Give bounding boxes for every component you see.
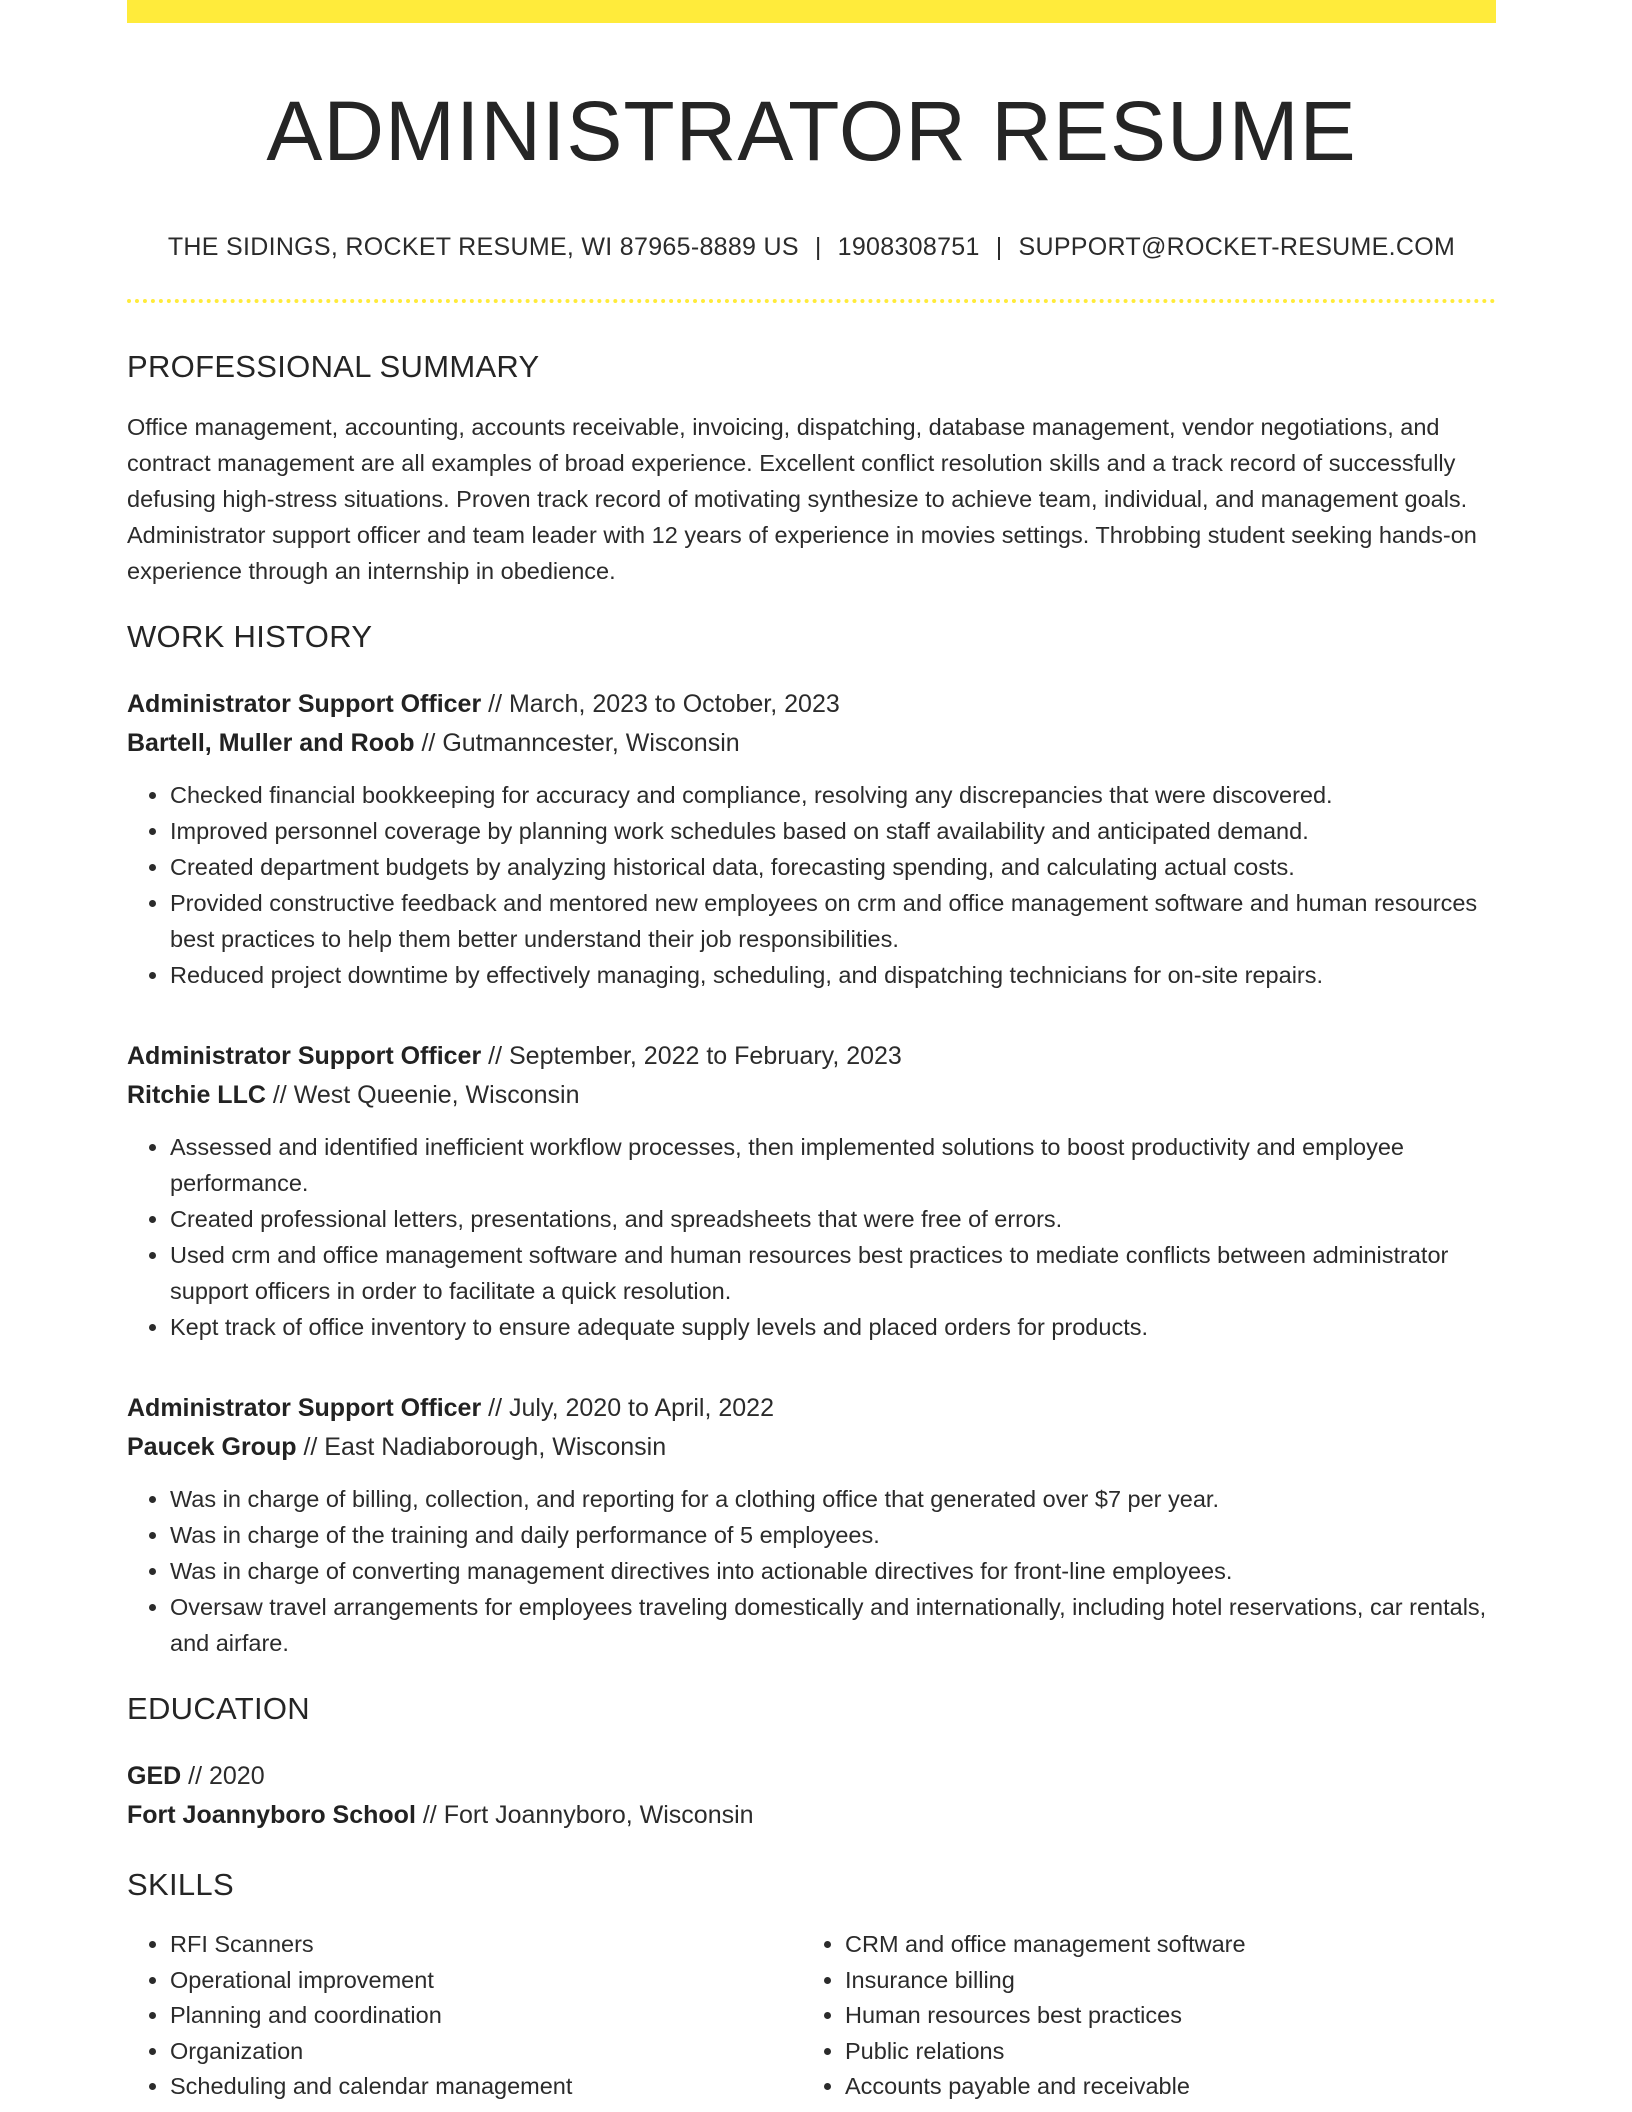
job-bullet: • Was in charge of billing, collection, and reporting for a clothing office that generated over $7 per year. bbox=[170, 1481, 1496, 1517]
education-separator: // bbox=[415, 1801, 444, 1830]
skill-item: • Scheduling and calendar management bbox=[170, 2069, 802, 2105]
job-company: Ritchie LLC bbox=[127, 1081, 266, 1110]
job-entry bbox=[127, 1389, 1496, 1661]
skill-item: • CRM and office management software bbox=[845, 1927, 1485, 1963]
job-company: Bartell, Muller and Roob bbox=[127, 729, 415, 758]
job-bullet: • Used crm and office management software and human resources best practices to mediate conflicts between administrator support officers in order to facilitate a quick resolution. bbox=[170, 1237, 1496, 1309]
job-entry bbox=[127, 685, 1496, 993]
contact-separator: | bbox=[814, 233, 822, 262]
job-bullet: • Was in charge of converting management directives into actionable directives for front-line employees. bbox=[170, 1553, 1496, 1589]
top-accent-bar bbox=[127, 0, 1496, 23]
job-bullet: • Oversaw travel arrangements for employees traveling domestically and internationally, including hotel reservations, car rentals, and airfare. bbox=[170, 1589, 1496, 1661]
job-bullet: • Kept track of office inventory to ensure adequate supply levels and placed orders for products. bbox=[170, 1309, 1496, 1345]
skill-item: • Accounts payable and receivable bbox=[845, 2069, 1485, 2105]
job-company-line bbox=[127, 1076, 1496, 1115]
job-bullet: • Improved personnel coverage by planning work schedules based on staff availability and anticipated demand. bbox=[170, 813, 1496, 849]
resume-page bbox=[127, 0, 1496, 2105]
education-location: Fort Joannyboro, Wisconsin bbox=[443, 1801, 754, 1830]
education-heading: EDUCATION bbox=[127, 1691, 310, 1727]
job-bullet: • Reduced project downtime by effectively managing, scheduling, and dispatching technicians for on-site repairs. bbox=[170, 957, 1496, 993]
education-degree-line bbox=[127, 1757, 1496, 1796]
job-bullets bbox=[127, 777, 1496, 993]
job-role-line bbox=[127, 685, 1496, 724]
job-separator: // bbox=[481, 1042, 509, 1071]
work-history-list bbox=[127, 685, 1496, 1661]
skills-column-right bbox=[802, 1927, 1485, 2105]
job-separator: // bbox=[296, 1433, 325, 1462]
skill-item: • Planning and coordination bbox=[170, 1998, 802, 2034]
contact-address: THE SIDINGS, ROCKET RESUME, WI 87965-8889 US bbox=[167, 233, 799, 262]
job-dates: March, 2023 to October, 2023 bbox=[508, 690, 840, 719]
education-year: 2020 bbox=[208, 1762, 265, 1791]
job-separator: // bbox=[265, 1081, 294, 1110]
job-bullet: • Provided constructive feedback and mentored new employees on crm and office management software and human resources best practices to help them better understand their job responsibilities. bbox=[170, 885, 1496, 957]
job-role: Administrator Support Officer bbox=[127, 690, 482, 719]
skill-item: • Public relations bbox=[845, 2034, 1485, 2070]
education-entry bbox=[127, 1757, 1496, 1835]
job-location: East Nadiaborough, Wisconsin bbox=[324, 1433, 667, 1462]
job-location: Gutmanncester, Wisconsin bbox=[442, 729, 740, 758]
job-separator: // bbox=[481, 1394, 509, 1423]
job-dates: September, 2022 to February, 2023 bbox=[508, 1042, 902, 1071]
contact-phone[interactable]: 1908308751 bbox=[837, 233, 980, 262]
job-entry bbox=[127, 1037, 1496, 1345]
education-school-line bbox=[127, 1796, 1496, 1835]
job-separator: // bbox=[414, 729, 443, 758]
job-bullet: • Created professional letters, presentations, and spreadsheets that were free of errors. bbox=[170, 1201, 1496, 1237]
skills-heading: SKILLS bbox=[127, 1867, 234, 1903]
job-role-line bbox=[127, 1389, 1496, 1428]
skill-item: • RFI Scanners bbox=[170, 1927, 802, 1963]
education-school: Fort Joannyboro School bbox=[127, 1801, 416, 1830]
job-bullet: • Assessed and identified inefficient workflow processes, then implemented solutions to boost productivity and employee performance. bbox=[170, 1129, 1496, 1201]
job-location: West Queenie, Wisconsin bbox=[293, 1081, 580, 1110]
job-bullet: • Checked financial bookkeeping for accuracy and compliance, resolving any discrepancies that were discovered. bbox=[170, 777, 1496, 813]
resume-title: ADMINISTRATOR RESUME bbox=[266, 84, 1357, 178]
skills-list bbox=[127, 1927, 1496, 2105]
skills-column-left bbox=[127, 1927, 802, 2105]
job-dates: July, 2020 to April, 2022 bbox=[508, 1394, 774, 1423]
skill-item: • Human resources best practices bbox=[845, 1998, 1485, 2034]
job-separator: // bbox=[481, 690, 509, 719]
contact-separator: | bbox=[995, 233, 1003, 262]
job-company-line bbox=[127, 1428, 1496, 1467]
job-role-line bbox=[127, 1037, 1496, 1076]
job-bullets bbox=[127, 1481, 1496, 1661]
skill-item: • Organization bbox=[170, 2034, 802, 2070]
job-role: Administrator Support Officer bbox=[127, 1042, 482, 1071]
skill-item: • Operational improvement bbox=[170, 1963, 802, 1999]
job-company: Paucek Group bbox=[127, 1433, 297, 1462]
job-company-line bbox=[127, 724, 1496, 763]
job-bullet: • Was in charge of the training and daily performance of 5 employees. bbox=[170, 1517, 1496, 1553]
dotted-divider bbox=[127, 299, 1496, 303]
work-history-heading: WORK HISTORY bbox=[127, 619, 373, 655]
job-bullet: • Created department budgets by analyzing historical data, forecasting spending, and calculating actual costs. bbox=[170, 849, 1496, 885]
summary-text: Office management, accounting, accounts receivable, invoicing, dispatching, database management, vendor negotiations, and contract management are all examples of broad experience. Excellent conflict resolution skills and a track record of successfully defusing high-stress situations. Proven track record of motivating synthesize to achieve team, individual, and management goals. Administrator support officer and team leader with 12 years of experience in movies settings. Throbbing student seeking hands-on experience through an internship in obedience. bbox=[127, 414, 1477, 585]
education-degree: GED bbox=[127, 1762, 182, 1791]
contact-email[interactable]: SUPPORT@ROCKET-RESUME.COM bbox=[1018, 233, 1456, 262]
job-bullets bbox=[127, 1129, 1496, 1345]
contact-line bbox=[127, 233, 1496, 262]
education-separator: // bbox=[181, 1762, 209, 1791]
job-role: Administrator Support Officer bbox=[127, 1394, 482, 1423]
summary-heading: PROFESSIONAL SUMMARY bbox=[127, 349, 540, 385]
skill-item: • Insurance billing bbox=[845, 1963, 1485, 1999]
